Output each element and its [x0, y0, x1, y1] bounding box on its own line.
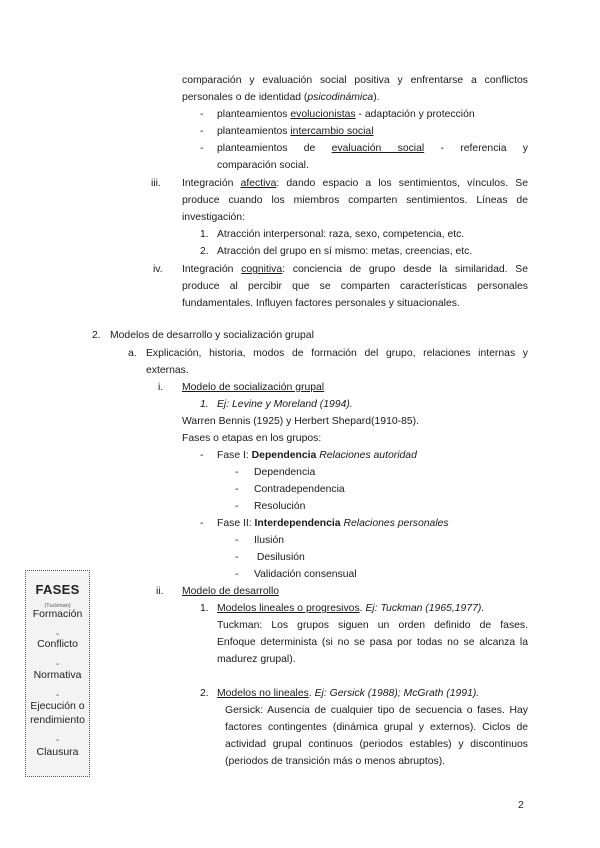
fases-step: rendimiento — [30, 714, 85, 726]
paragraph-line: Warren Bennis (1925) y Herbert Shepard(1910-85). — [182, 416, 419, 427]
paragraph-line: madurez grupal). — [217, 654, 296, 665]
paragraph-line: actividad grupal continuos (periodos estables) y discontinuos — [225, 739, 528, 750]
bullet-dash: - — [235, 535, 239, 546]
list-item: Atracción del grupo en sí mismo: metas, creencias, etc. — [217, 246, 473, 257]
paragraph-line: (periodos de transición más o menos abruptos). — [225, 756, 446, 767]
fases-step: Conflicto — [37, 638, 78, 650]
paragraph-line: Enfoque determinista (si no se pasa por todas no se alcanza la — [217, 637, 528, 648]
example-reference: Ej: Levine y Moreland (1994). — [217, 399, 353, 410]
list-marker: 2. — [200, 246, 209, 257]
bullet-dash: - — [235, 501, 239, 512]
fases-step: Ejecución o — [30, 700, 85, 712]
list-marker: 2. — [200, 688, 209, 699]
list-marker: a. — [128, 348, 137, 359]
paragraph-line: factores contingentes (dinámica grupal y externos). Ciclos de — [225, 722, 528, 733]
list-item: comparación social. — [217, 160, 309, 171]
paragraph-line: Fases o etapas en los grupos: — [182, 433, 322, 444]
page-number: 2 — [518, 800, 524, 811]
phase-heading: Fase II: Interdependencia Relaciones personales — [217, 518, 449, 529]
fases-diagram — [25, 570, 90, 777]
list-item: Ilusión — [254, 535, 285, 546]
fases-step: Clausura — [36, 746, 79, 758]
list-marker: iii. — [151, 178, 161, 189]
paragraph-line: Explicación, historia, modos de formación del grupo, relaciones internas y — [146, 348, 528, 359]
chevron-down-icon: ⌄ — [54, 691, 61, 698]
phase-heading: Fase I: Dependencia Relaciones autoridad — [217, 450, 417, 461]
bullet-dash: - — [200, 518, 204, 529]
bullet-dash: - — [235, 569, 239, 580]
list-marker: i. — [158, 382, 164, 393]
list-marker: ii. — [156, 586, 164, 597]
model-heading: Modelos no lineales. Ej: Gersick (1988); McGrath (1991). — [217, 688, 480, 699]
fases-step: Formación — [32, 608, 83, 620]
fases-title: FASES — [35, 582, 80, 597]
section-number: 2. — [92, 330, 101, 341]
bullet-dash: - — [235, 552, 239, 563]
bullet-dash: - — [235, 467, 239, 478]
paragraph-line: produce al percibir que se comparten características personales — [182, 281, 528, 292]
list-item: Validación consensual — [254, 569, 357, 580]
paragraph-line: Integración afectiva: dando espacio a los sentimientos, vínculos. Se — [182, 178, 528, 189]
paragraph-line: produce cuando los miembros comparten sentimientos. Líneas de — [182, 195, 528, 206]
subsection-title: Modelo de desarrollo — [182, 586, 280, 597]
subsection-title: Modelo de socialización grupal — [182, 382, 325, 393]
chevron-down-icon: ⌄ — [54, 660, 61, 667]
paragraph-line: comparación y evaluación social positiva y enfrentarse a conflictos — [182, 75, 528, 86]
fases-step: Normativa — [33, 669, 82, 681]
list-marker: 1. — [200, 399, 209, 410]
list-marker: iv. — [153, 264, 163, 275]
list-item: Contradependencia — [254, 484, 345, 495]
list-item: Desilusión — [254, 552, 305, 563]
chevron-down-icon: ⌄ — [54, 630, 61, 637]
list-item: Resolución — [254, 501, 306, 512]
paragraph-line: fundamentales. Influyen factores personales y situacionales. — [182, 298, 460, 309]
list-item: planteamientos evolucionistas - adaptación y protección — [217, 109, 475, 120]
paragraph-line: Tuckman: Los grupos siguen un orden definido de fases. — [217, 620, 528, 631]
chevron-down-icon: ⌄ — [54, 736, 61, 743]
bullet-dash: - — [200, 143, 204, 154]
paragraph-line: Gersick: Ausencia de cualquier tipo de secuencia o fases. Hay — [225, 705, 528, 716]
paragraph-line: personales o de identidad (psicodinámica). — [182, 92, 380, 103]
bullet-dash: - — [200, 126, 204, 137]
fases-subtitle: (Tuckman) — [44, 603, 71, 609]
paragraph-line: Integración cognitiva: conciencia de grupo desde la similaridad. Se — [182, 264, 528, 275]
paragraph-line: externas. — [146, 365, 189, 376]
list-marker: 1. — [200, 229, 209, 240]
section-title: Modelos de desarrollo y socialización grupal — [110, 330, 314, 341]
list-item: planteamientos intercambio social — [217, 126, 374, 137]
paragraph-line: investigación: — [182, 212, 245, 223]
list-item: Atracción interpersonal: raza, sexo, competencia, etc. — [217, 229, 465, 240]
bullet-dash: - — [200, 109, 204, 120]
model-heading: Modelos lineales o progresivos. Ej: Tuckman (1965,1977). — [217, 603, 485, 614]
list-item: Dependencia — [254, 467, 316, 478]
list-marker: 1. — [200, 603, 209, 614]
bullet-dash: - — [200, 450, 204, 461]
list-item: planteamientos de evaluación social - referencia y — [217, 143, 528, 154]
bullet-dash: - — [235, 484, 239, 495]
